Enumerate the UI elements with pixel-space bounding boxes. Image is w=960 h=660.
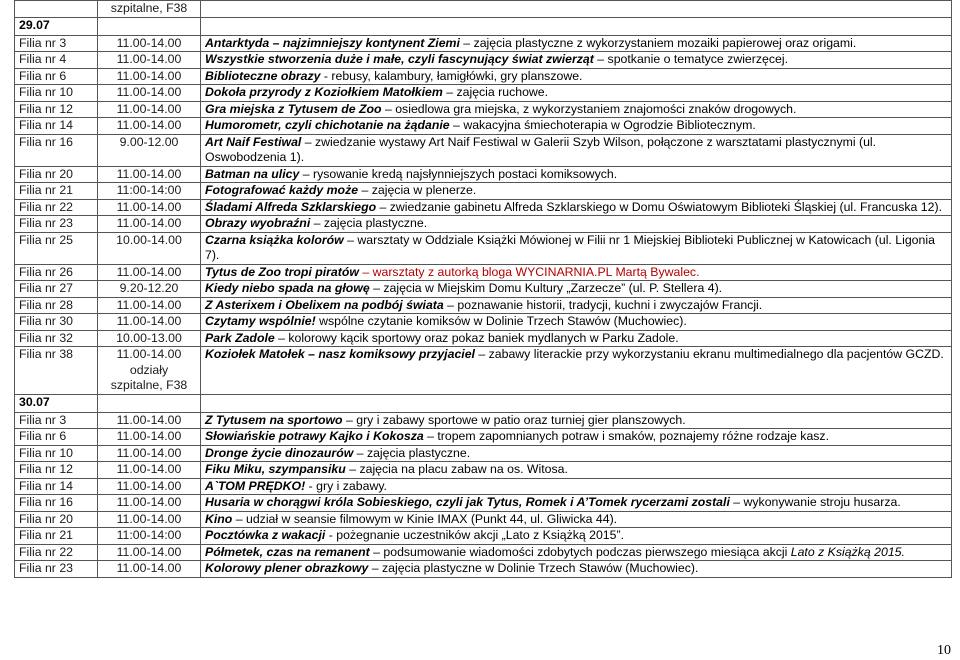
event-title: Z Tytusem na sportowo [205,412,343,427]
place-cell: Filia nr 6 [15,429,98,446]
place-cell: Filia nr 14 [15,478,98,495]
time-cell: 11.00-14.00 [98,52,201,69]
place-cell: Filia nr 14 [15,118,98,135]
description-cell [201,166,952,183]
schedule-body [15,1,952,578]
place-cell: Filia nr 27 [15,281,98,298]
description-cell [201,101,952,118]
event-text: – poznawanie historii, tradycji, kuchni i zwyczajów Francji. [443,297,763,312]
table-row [15,35,952,52]
table-row [15,166,952,183]
table-row [15,68,952,85]
event-title: Gra miejska z Tytusem de Zoo [205,101,382,116]
description-cell [201,495,952,512]
time-cell: 11:00-14:00 [98,183,201,200]
event-text: Lato z Książką 2015. [790,544,905,559]
place-cell: Filia nr 22 [15,544,98,561]
event-title: Dokoła przyrody z Koziołkiem Matołkiem [205,85,443,99]
event-title: Słowiańskie potrawy Kajko i Kokosza [205,429,424,443]
description-cell [201,1,952,18]
description-cell [201,412,952,429]
event-title: Tytus de Zoo tropi piratów [205,264,359,279]
event-text: – wykonywanie stroju husarza. [729,495,901,509]
time-cell: 11.00-14.00 [98,118,201,135]
date-row [15,394,952,412]
time-cell: 11.00-14.00 [98,85,201,102]
description-cell [201,134,952,166]
place-cell: Filia nr 32 [15,330,98,347]
description-cell [201,264,952,281]
description-cell [201,544,952,561]
time-cell: 11.00-14.00 [98,495,201,512]
description-cell [201,52,952,69]
place-cell: Filia nr 22 [15,199,98,216]
place-cell: Filia nr 10 [15,445,98,462]
event-title: Obrazy wyobraźni [205,216,311,230]
event-title: Czarna książka kolorów [205,232,344,247]
table-row [15,462,952,479]
event-text: – zajęcia plastyczne. [353,445,471,460]
table-row [15,528,952,545]
place-cell: Filia nr 38 [15,347,98,395]
place-cell: Filia nr 20 [15,511,98,528]
event-text: – zajęcia plastyczne w Dolinie Trzech Stawów (Muchowiec). [368,561,699,575]
place-cell: Filia nr 26 [15,264,98,281]
table-row [15,511,952,528]
time-cell: 11.00-14.00 [98,412,201,429]
event-title: Fiku Miku, szympansiku [205,462,346,476]
description-cell [201,429,952,446]
empty-cell [201,17,952,35]
description-cell [201,118,952,135]
time-cell: 11.00-14.00 [98,297,201,314]
time-cell: 11.00-14.00 [98,561,201,578]
table-row [15,445,952,462]
event-text: - rebusy, kalambury, łamigłówki, gry planszowe. [320,68,583,83]
description-cell [201,199,952,216]
event-title: Humorometr, czyli chichotanie na żądanie [205,118,450,132]
time-cell: 10.00-14.00 [98,232,201,264]
time-cell: 11.00-14.00 odziały szpitalne, F38 [98,347,201,395]
event-title: Z Asterixem i Obelixem na podbój świata [205,297,444,312]
description-cell [201,445,952,462]
table-row [15,561,952,578]
place-cell: Filia nr 28 [15,297,98,314]
event-text: – kolorowy kącik sportowy oraz pokaz baniek mydlanych w Parku Zadole. [274,330,679,345]
event-text: - gry i zabawy. [305,478,387,493]
date-row [15,17,952,35]
empty-cell [98,394,201,412]
place-cell: Filia nr 12 [15,101,98,118]
empty-cell [98,17,201,35]
table-row [15,183,952,200]
time-cell: 11.00-14.00 [98,445,201,462]
place-cell: Filia nr 25 [15,232,98,264]
event-text: – udział w seansie filmowym w Kinie IMAX (Punkt 44, ul. Gliwicka 44). [232,511,618,526]
event-text: - pożegnanie uczestników akcji „Lato z Książką 2015”. [325,528,624,542]
time-cell: 11.00-14.00 [98,429,201,446]
table-row [15,297,952,314]
place-cell: Filia nr 21 [15,528,98,545]
event-title: Koziołek Matołek – nasz komiksowy przyjaciel [205,347,475,361]
event-title: Wszystkie stworzenia duże i małe, czyli fascynujący świat zwierząt [205,52,594,66]
event-text: wspólne czytanie komiksów w Dolinie Trzech Stawów (Muchowiec). [315,314,687,328]
date-cell: 29.07 [15,17,98,35]
place-cell: Filia nr 23 [15,216,98,233]
description-cell [201,281,952,298]
place-cell: Filia nr 12 [15,462,98,479]
place-cell: Filia nr 16 [15,134,98,166]
table-row [15,429,952,446]
event-text: – zajęcia plastyczne z wykorzystaniem mozaiki papierowej oraz origami. [459,35,857,50]
description-cell [201,330,952,347]
event-text: – zajęcia plastyczne. [310,216,428,230]
place-cell: Filia nr 21 [15,183,98,200]
table-row [15,199,952,216]
time-cell: 10.00-13.00 [98,330,201,347]
table-row [15,495,952,512]
time-cell: 11.00-14.00 [98,478,201,495]
table-row [15,544,952,561]
time-cell: 11.00-14.00 [98,166,201,183]
place-cell: Filia nr 4 [15,52,98,69]
event-text: – zajęcia ruchowe. [442,85,549,99]
description-cell [201,314,952,331]
event-title: Park Zadole [205,330,275,345]
time-cell: 11.00-14.00 [98,462,201,479]
event-text: – wakacyjna śmiechoterapia w Ogrodzie Bibliotecznym. [449,118,756,132]
table-row [15,52,952,69]
time-cell: 11.00-14.00 [98,35,201,52]
table-row [15,281,952,298]
table-row [15,232,952,264]
event-title: Półmetek, czas na remanent [205,544,370,559]
event-title: Dronge życie dinozaurów [205,445,354,460]
table-row [15,314,952,331]
time-cell: 11.00-14.00 [98,264,201,281]
time-cell: 11.00-14.00 [98,216,201,233]
event-title: Kiedy niebo spada na głowę [205,281,370,295]
event-text: – zwiedzanie wystawy Art Naif Festiwal w Galerii Szyb Wilson, połączone z warsztatami plastycznymi (ul. Oswobodzenia 1). [205,134,877,164]
event-title: Kolorowy plener obrazkowy [205,561,369,575]
event-title: Antarktyda – najzimniejszy kontynent Ziemi [205,35,460,50]
event-title: Czytamy wspólnie! [205,314,316,328]
event-text: – zajęcia w Miejskim Domu Kultury „Zarzecze” (ul. P. Stellera 4). [369,281,723,295]
table-row [15,264,952,281]
event-title: Kino [205,511,233,526]
description-cell [201,528,952,545]
description-cell [201,347,952,395]
event-title: Husaria w chorągwi króla Sobieskiego, czyli jak Tytus, Romek i A’Tomek rycerzami zostali [205,495,730,509]
table-row [15,1,952,18]
description-cell [201,85,952,102]
time-cell: 9.00-12.00 [98,134,201,166]
time-cell: 11.00-14.00 [98,544,201,561]
schedule-table [14,0,952,578]
table-row [15,478,952,495]
place-cell: Filia nr 23 [15,561,98,578]
table-row [15,134,952,166]
event-text: – zwiedzanie gabinetu Alfreda Szklarskiego w Domu Oświatowym Biblioteki Śląskiej (ul. Francuska 12). [376,199,942,214]
place-cell [15,1,98,18]
time-cell: 11.00-14.00 [98,199,201,216]
place-cell: Filia nr 20 [15,166,98,183]
table-row [15,347,952,395]
description-cell [201,183,952,200]
event-title: Fotografować każdy może [205,183,359,197]
time-cell: 11:00-14:00 [98,528,201,545]
place-cell: Filia nr 30 [15,314,98,331]
description-cell [201,561,952,578]
table-row [15,101,952,118]
time-cell: 11.00-14.00 [98,101,201,118]
event-text: – podsumowanie wiadomości zdobytych podczas pierwszego miesiąca akcji [369,544,791,559]
description-cell [201,216,952,233]
event-title: A`TOM PRĘDKO! [205,478,306,493]
event-text: – rysowanie kredą najsłynniejszych postaci komiksowych. [299,166,618,181]
place-cell: Filia nr 3 [15,35,98,52]
event-title: Batman na ulicy [205,166,300,181]
event-text: – tropem zapomnianych potraw i smaków, poznajemy różne rodzaje kasz. [423,429,829,443]
time-cell: 11.00-14.00 [98,314,201,331]
table-row [15,118,952,135]
event-text: – osiedlowa gra miejska, z wykorzystaniem znajomości znaków drogowych. [381,101,797,116]
event-text: – zabawy literackie przy wykorzystaniu ekranu multimedialnego dla pacjentów GCZD. [474,347,944,361]
description-cell [201,232,952,264]
event-text: – zajęcia w plenerze. [358,183,477,197]
table-row [15,216,952,233]
event-title: Pocztówka z wakacji [205,528,326,542]
event-title: Śladami Alfreda Szklarskiego [205,199,377,214]
place-cell: Filia nr 10 [15,85,98,102]
place-cell: Filia nr 3 [15,412,98,429]
event-text: – warsztaty w Oddziale Książki Mówionej w Filii nr 1 Miejskiej Biblioteki Publicznej w Katowicach (ul. Ligonia 7). [205,232,935,262]
table-row [15,330,952,347]
event-text: – warsztaty z autorką bloga WYCINARNIA.PL Martą Bywalec. [358,264,700,279]
time-cell: 9.20-12.20 [98,281,201,298]
table-row [15,85,952,102]
time-cell: 11.00-14.00 [98,68,201,85]
place-cell: Filia nr 16 [15,495,98,512]
event-title: Art Naif Festiwal [205,134,302,149]
event-text: – gry i zabawy sportowe w patio oraz turniej gier planszowych. [342,412,686,427]
description-cell [201,511,952,528]
description-cell [201,478,952,495]
time-cell: szpitalne, F38 [98,1,201,18]
table-row [15,412,952,429]
description-cell [201,297,952,314]
event-text: – zajęcia na placu zabaw na os. Witosa. [345,462,568,476]
empty-cell [201,394,952,412]
description-cell [201,35,952,52]
event-text: – spotkanie o tematyce zwierzęcej. [593,52,788,66]
date-cell: 30.07 [15,394,98,412]
page-number: 10 [937,643,951,658]
event-title: Biblioteczne obrazy [205,68,321,83]
time-cell: 11.00-14.00 [98,511,201,528]
place-cell: Filia nr 6 [15,68,98,85]
description-cell [201,462,952,479]
description-cell [201,68,952,85]
